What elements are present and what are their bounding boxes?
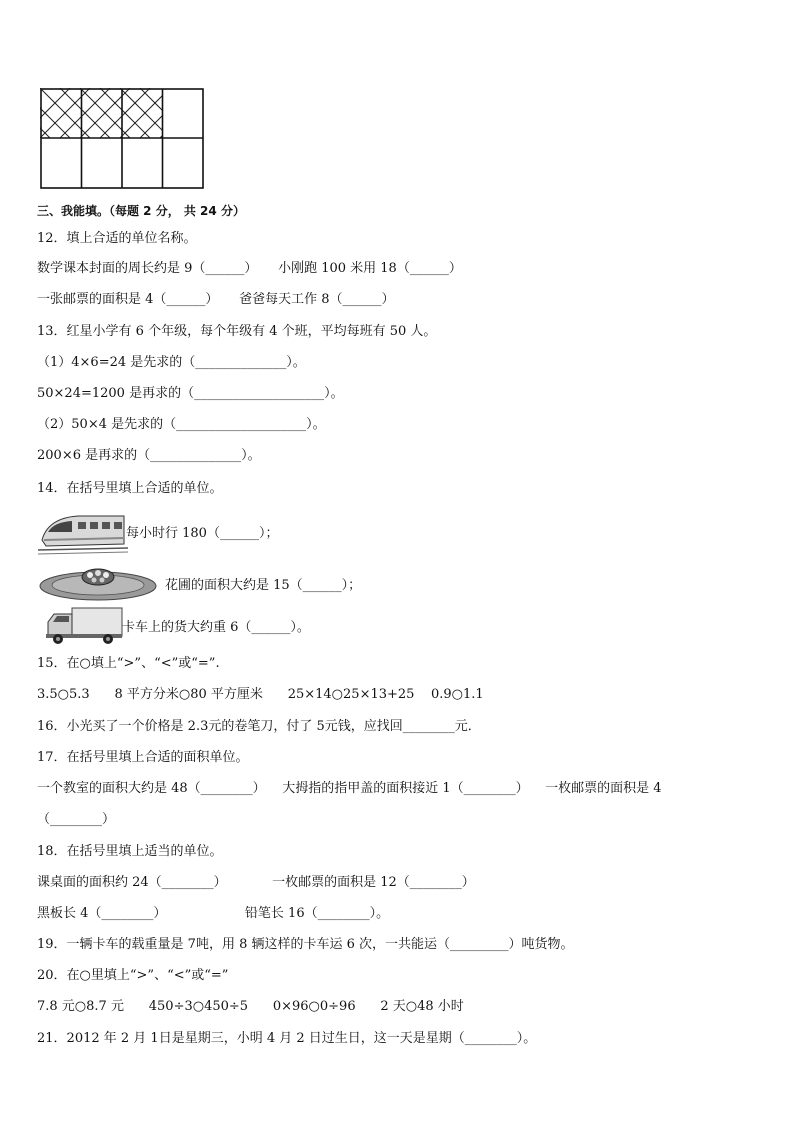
q13-line2: 50×24=1200 是再求的（____________________）。 bbox=[37, 386, 344, 401]
train-image bbox=[38, 510, 128, 556]
q19-stem: 19．一辆卡车的载重量是 7吨，用 8 辆这样的卡车运 6 次，一共能运（_________）吨货物。 bbox=[37, 937, 574, 952]
q12-line1: 数学课本封面的周长约是 9（______） 小刚跑 100 米用 18（______） bbox=[37, 261, 462, 276]
q14-train-text: 每小时行 180（______）； bbox=[126, 526, 279, 541]
q13-line3: （2）50×4 是先求的（____________________）。 bbox=[37, 417, 326, 432]
q20-stem: 20．在○里填上“>”、“<”或“=” bbox=[37, 968, 229, 983]
q14-stem: 14．在括号里填上合适的单位。 bbox=[37, 481, 223, 496]
q12-stem: 12．填上合适的单位名称。 bbox=[37, 231, 197, 246]
hatched-grid-figure bbox=[40, 88, 206, 190]
q13-line4: 200×6 是再求的（______________）。 bbox=[37, 448, 261, 463]
q17-line2: （________） bbox=[37, 812, 116, 827]
q13-stem: 13．红星小学有 6 个年级，每个年级有 4 个班，平均每班有 50 人。 bbox=[37, 324, 437, 339]
q16-stem: 16．小光买了一个价格是 2.3元的卷笔刀，付了 5元钱，应找回________元． bbox=[37, 719, 481, 734]
section-title: 三、我能填。（每题 2 分， 共 24 分） bbox=[37, 204, 245, 218]
q15-line1: 3.5○5.3 8 平方分米○80 平方厘米 25×14○25×13+25 0.9○1.1 bbox=[37, 687, 484, 702]
q18-stem: 18．在括号里填上适当的单位。 bbox=[37, 844, 223, 859]
q18-line1: 课桌面的面积约 24（________） 一枚邮票的面积是 12（________） bbox=[37, 875, 475, 890]
q13-line1: （1）4×6=24 是先求的（______________）。 bbox=[37, 355, 306, 370]
q21-stem: 21．2012 年 2 月 1日是星期三，小明 4 月 2 日过生日，这一天是星期（________）。 bbox=[37, 1031, 537, 1046]
q14-garden-text: 花圃的面积大约是 15（______）； bbox=[165, 578, 362, 593]
q17-stem: 17．在括号里填上合适的面积单位。 bbox=[37, 750, 249, 765]
q20-line1: 7.8 元○8.7 元 450÷3○450÷5 0×96○0÷96 2 天○48 小时 bbox=[37, 999, 464, 1014]
q12-line2: 一张邮票的面积是 4（______） 爸爸每天工作 8（______） bbox=[37, 292, 395, 307]
q15-stem: 15．在○填上“>”、“<”或“=”. bbox=[37, 656, 220, 671]
q18-line2: 黑板长 4（________） 铅笔长 16（________）。 bbox=[37, 906, 390, 921]
q14-truck-text: 卡车上的货大约重 6（______）。 bbox=[122, 620, 310, 635]
flower-garden-image bbox=[38, 564, 158, 602]
q17-line1: 一个教室的面积大约是 48（________） 大拇指的指甲盖的面积接近 1（________） 一枚邮票的面积是 4 bbox=[37, 781, 662, 796]
truck-image bbox=[44, 606, 124, 646]
